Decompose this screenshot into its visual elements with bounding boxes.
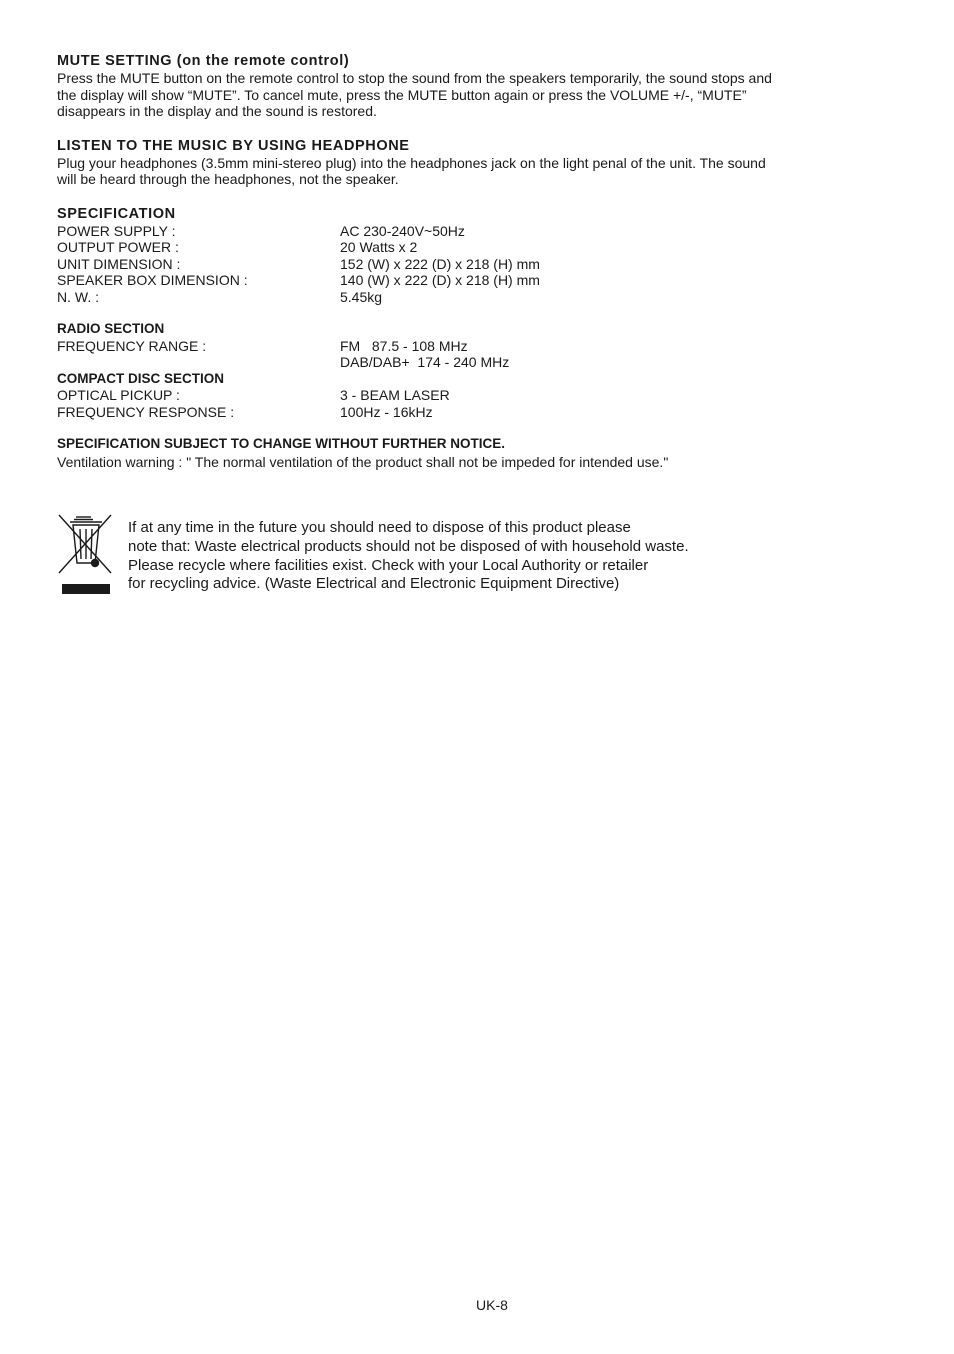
spec-label: FREQUENCY RESPONSE : bbox=[57, 403, 235, 420]
spec-change-notice: SPECIFICATION SUBJECT TO CHANGE WITHOUT FURTHER NOTICE. bbox=[57, 436, 506, 451]
mute-setting-section bbox=[57, 52, 887, 120]
spec-row bbox=[57, 239, 887, 256]
mute-setting-heading: MUTE SETTING (on the remote control) bbox=[57, 53, 350, 69]
mute-line-2: the display will show “MUTE”. To cancel mute, press the MUTE button again or press the VOLUME +/-, “MUTE” bbox=[57, 86, 747, 103]
spec-value: 152 (W) x 222 (D) x 218 (H) mm bbox=[340, 255, 540, 272]
spec-label bbox=[57, 354, 340, 371]
weee-line-3: Please recycle where facilities exist. Check with your Local Authority or retailer bbox=[128, 556, 649, 574]
spec-value: 5.45kg bbox=[340, 288, 383, 305]
weee-line-2: note that: Waste electrical products should not be disposed of with household waste. bbox=[128, 537, 689, 555]
spec-value: 140 (W) x 222 (D) x 218 (H) mm bbox=[340, 272, 540, 288]
ventilation-warning: Ventilation warning : " The normal ventilation of the product shall not be impeded for intended use." bbox=[57, 453, 669, 470]
spec-row bbox=[57, 354, 887, 371]
spec-value: DAB/DAB+ 174 - 240 MHz bbox=[340, 354, 510, 370]
document-body bbox=[57, 52, 887, 470]
spec-label: OPTICAL PICKUP : bbox=[57, 387, 180, 403]
spec-value: 20 Watts x 2 bbox=[340, 239, 418, 255]
spec-value: 3 - BEAM LASER bbox=[340, 387, 450, 403]
headphone-line-2: will be heard through the headphones, not the speaker. bbox=[57, 171, 399, 187]
spec-row bbox=[57, 256, 887, 273]
spec-row bbox=[57, 404, 887, 421]
spec-label: UNIT DIMENSION : bbox=[57, 255, 181, 272]
spec-row bbox=[57, 338, 887, 355]
spec-row bbox=[57, 272, 887, 289]
weee-line-1: If at any time in the future you should need to dispose of this product please bbox=[128, 519, 631, 536]
radio-section-heading: RADIO SECTION bbox=[57, 321, 165, 336]
specification-heading: SPECIFICATION bbox=[57, 205, 176, 222]
headphone-line-1: Plug your headphones (3.5mm mini-stereo plug) into the headphones jack on the light penal of the unit. The sound bbox=[57, 154, 766, 171]
cd-section-heading: COMPACT DISC SECTION bbox=[57, 370, 225, 386]
spec-label: FREQUENCY RANGE : bbox=[57, 337, 207, 354]
mute-line-1: Press the MUTE button on the remote control to stop the sound from the speakers temporarily, the sound stops and bbox=[57, 70, 772, 86]
crossed-out-wheelie-bin-icon bbox=[57, 513, 113, 597]
spec-value: FM 87.5 - 108 MHz bbox=[340, 337, 468, 354]
spec-row bbox=[57, 223, 887, 240]
spec-row bbox=[57, 289, 887, 306]
page-number: UK-8 bbox=[476, 1297, 508, 1313]
spec-label: OUTPUT POWER : bbox=[57, 239, 179, 255]
headphone-section bbox=[57, 137, 887, 188]
spec-label: N. W. : bbox=[57, 288, 99, 305]
weee-line-4: for recycling advice. (Waste Electrical and Electronic Equipment Directive) bbox=[128, 575, 620, 593]
spec-label: SPEAKER BOX DIMENSION : bbox=[57, 272, 248, 288]
spec-label: POWER SUPPLY : bbox=[57, 222, 176, 239]
spec-value: 100Hz - 16kHz bbox=[340, 403, 433, 420]
headphone-heading: LISTEN TO THE MUSIC BY USING HEADPHONE bbox=[57, 137, 410, 154]
spec-value: AC 230-240V~50Hz bbox=[340, 222, 465, 239]
weee-text bbox=[128, 519, 918, 594]
specification-section bbox=[57, 205, 887, 471]
mute-line-3: disappears in the display and the sound is restored. bbox=[57, 103, 377, 119]
spec-general-list bbox=[57, 223, 887, 306]
spec-row bbox=[57, 387, 887, 404]
